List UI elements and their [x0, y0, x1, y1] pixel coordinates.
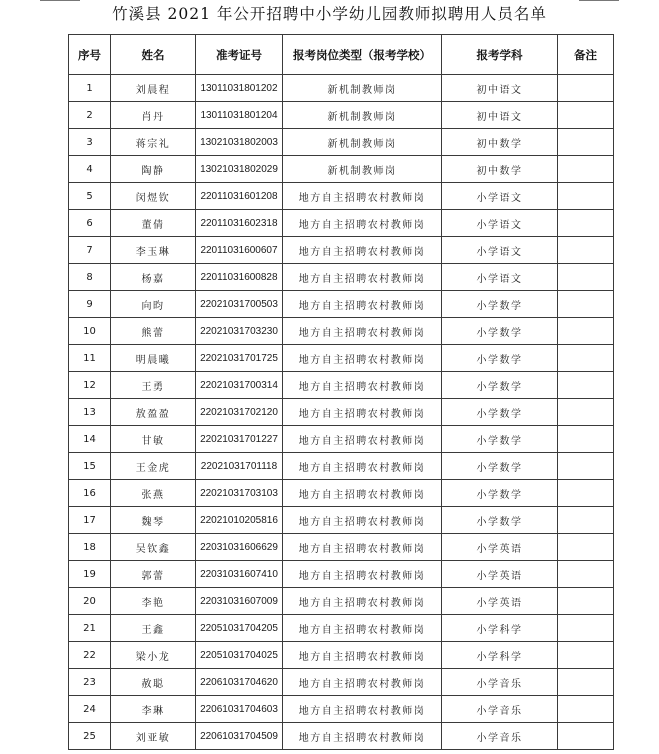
- table-row: [69, 345, 614, 372]
- cell-no: 11: [69, 345, 111, 372]
- table-body: [69, 75, 614, 750]
- table-row: [69, 291, 614, 318]
- cell-exam-id: 13011031801202: [196, 75, 283, 102]
- cell-subject: 小学数学: [442, 399, 558, 426]
- cell-note: [558, 345, 614, 372]
- cell-exam-id: 22061031704509: [196, 723, 283, 750]
- cell-exam-id: 22011031601208: [196, 183, 283, 210]
- cell-exam-id: 22061031704620: [196, 669, 283, 696]
- cell-name: 肖丹: [111, 102, 196, 129]
- cell-no: 3: [69, 129, 111, 156]
- cell-post-type: 地方自主招聘农村教师岗: [283, 183, 442, 210]
- cell-no: 9: [69, 291, 111, 318]
- cell-post-type: 地方自主招聘农村教师岗: [283, 210, 442, 237]
- cell-no: 6: [69, 210, 111, 237]
- cell-name: 魏琴: [111, 507, 196, 534]
- cell-post-type: 新机制教师岗: [283, 156, 442, 183]
- table-row: [69, 507, 614, 534]
- cell-post-type: 新机制教师岗: [283, 102, 442, 129]
- table-row: [69, 615, 614, 642]
- cell-exam-id: 13021031802029: [196, 156, 283, 183]
- cell-name: 闵煜钦: [111, 183, 196, 210]
- cell-subject: 小学语文: [442, 237, 558, 264]
- cell-subject: 初中语文: [442, 102, 558, 129]
- cell-post-type: 地方自主招聘农村教师岗: [283, 399, 442, 426]
- cell-post-type: 地方自主招聘农村教师岗: [283, 669, 442, 696]
- cell-post-type: 地方自主招聘农村教师岗: [283, 318, 442, 345]
- cell-note: [558, 642, 614, 669]
- cell-post-type: 地方自主招聘农村教师岗: [283, 723, 442, 750]
- cell-post-type: 地方自主招聘农村教师岗: [283, 534, 442, 561]
- cell-exam-id: 13021031802003: [196, 129, 283, 156]
- cell-exam-id: 22021031701118: [196, 453, 283, 480]
- cell-subject: 小学英语: [442, 561, 558, 588]
- cell-subject: 小学数学: [442, 318, 558, 345]
- table-row: [69, 642, 614, 669]
- cell-subject: 小学数学: [442, 372, 558, 399]
- cell-subject: 小学语文: [442, 183, 558, 210]
- page-title: 竹溪县 2021 年公开招聘中小学幼儿园教师拟聘用人员名单: [112, 5, 547, 23]
- cell-post-type: 新机制教师岗: [283, 75, 442, 102]
- table-row: [69, 480, 614, 507]
- cell-exam-id: 22031031606629: [196, 534, 283, 561]
- cell-exam-id: 22031031607009: [196, 588, 283, 615]
- cell-note: [558, 507, 614, 534]
- table-row: [69, 75, 614, 102]
- cell-post-type: 新机制教师岗: [283, 129, 442, 156]
- cell-name: 郭蕾: [111, 561, 196, 588]
- cell-name: 杨嘉: [111, 264, 196, 291]
- cell-name: 刘亚敏: [111, 723, 196, 750]
- page-corner-mark-left: [40, 0, 80, 1]
- cell-post-type: 地方自主招聘农村教师岗: [283, 696, 442, 723]
- table-row: [69, 534, 614, 561]
- cell-post-type: 地方自主招聘农村教师岗: [283, 507, 442, 534]
- cell-no: 14: [69, 426, 111, 453]
- cell-post-type: 地方自主招聘农村教师岗: [283, 561, 442, 588]
- cell-name: 王勇: [111, 372, 196, 399]
- cell-subject: 小学音乐: [442, 669, 558, 696]
- cell-note: [558, 75, 614, 102]
- cell-exam-id: 22011031600607: [196, 237, 283, 264]
- cell-name: 明晨曦: [111, 345, 196, 372]
- cell-exam-id: 22021010205816: [196, 507, 283, 534]
- cell-subject: 初中语文: [442, 75, 558, 102]
- cell-name: 甘敏: [111, 426, 196, 453]
- cell-subject: 初中数学: [442, 156, 558, 183]
- cell-note: [558, 318, 614, 345]
- cell-post-type: 地方自主招聘农村教师岗: [283, 426, 442, 453]
- cell-subject: 小学科学: [442, 615, 558, 642]
- cell-no: 25: [69, 723, 111, 750]
- cell-name: 熊蕾: [111, 318, 196, 345]
- cell-no: 8: [69, 264, 111, 291]
- cell-post-type: 地方自主招聘农村教师岗: [283, 372, 442, 399]
- cell-subject: 小学数学: [442, 345, 558, 372]
- cell-note: [558, 696, 614, 723]
- candidate-table: [68, 34, 614, 750]
- cell-post-type: 地方自主招聘农村教师岗: [283, 237, 442, 264]
- cell-name: 向昀: [111, 291, 196, 318]
- cell-subject: 小学数学: [442, 480, 558, 507]
- cell-exam-id: 22021031700314: [196, 372, 283, 399]
- cell-subject: 小学科学: [442, 642, 558, 669]
- cell-post-type: 地方自主招聘农村教师岗: [283, 345, 442, 372]
- cell-exam-id: 22061031704603: [196, 696, 283, 723]
- cell-exam-id: 22031031607410: [196, 561, 283, 588]
- cell-no: 13: [69, 399, 111, 426]
- cell-name: 敖盈盈: [111, 399, 196, 426]
- cell-note: [558, 399, 614, 426]
- cell-note: [558, 480, 614, 507]
- cell-note: [558, 534, 614, 561]
- cell-subject: 小学语文: [442, 264, 558, 291]
- cell-no: 22: [69, 642, 111, 669]
- cell-exam-id: 22021031700503: [196, 291, 283, 318]
- cell-exam-id: 13011031801204: [196, 102, 283, 129]
- cell-no: 17: [69, 507, 111, 534]
- header-post-type: 报考岗位类型（报考学校）: [283, 35, 442, 75]
- header-note: 备注: [558, 35, 614, 75]
- cell-no: 16: [69, 480, 111, 507]
- cell-no: 12: [69, 372, 111, 399]
- table-row: [69, 264, 614, 291]
- cell-no: 18: [69, 534, 111, 561]
- table-row: [69, 453, 614, 480]
- table-row: [69, 318, 614, 345]
- table-row: [69, 723, 614, 750]
- table-row: [69, 561, 614, 588]
- table-row: [69, 399, 614, 426]
- table-row: [69, 237, 614, 264]
- cell-exam-id: 22021031703103: [196, 480, 283, 507]
- cell-note: [558, 210, 614, 237]
- cell-exam-id: 22021031701725: [196, 345, 283, 372]
- table-row: [69, 210, 614, 237]
- cell-post-type: 地方自主招聘农村教师岗: [283, 480, 442, 507]
- cell-post-type: 地方自主招聘农村教师岗: [283, 615, 442, 642]
- cell-name: 王金虎: [111, 453, 196, 480]
- cell-subject: 小学数学: [442, 453, 558, 480]
- cell-name: 李玉琳: [111, 237, 196, 264]
- cell-subject: 小学音乐: [442, 696, 558, 723]
- cell-note: [558, 426, 614, 453]
- cell-note: [558, 129, 614, 156]
- cell-subject: 小学语文: [442, 210, 558, 237]
- table-row: [69, 372, 614, 399]
- cell-post-type: 地方自主招聘农村教师岗: [283, 642, 442, 669]
- table-row: [69, 426, 614, 453]
- cell-no: 1: [69, 75, 111, 102]
- header-row: [69, 35, 614, 75]
- cell-exam-id: 22051031704205: [196, 615, 283, 642]
- cell-note: [558, 372, 614, 399]
- cell-exam-id: 22011031602318: [196, 210, 283, 237]
- table-row: [69, 102, 614, 129]
- cell-no: 23: [69, 669, 111, 696]
- page-corner-mark-right: [579, 0, 619, 1]
- cell-name: 王鑫: [111, 615, 196, 642]
- cell-no: 7: [69, 237, 111, 264]
- cell-note: [558, 156, 614, 183]
- cell-note: [558, 615, 614, 642]
- cell-exam-id: 22011031600828: [196, 264, 283, 291]
- cell-no: 15: [69, 453, 111, 480]
- table-row: [69, 588, 614, 615]
- cell-note: [558, 264, 614, 291]
- cell-post-type: 地方自主招聘农村教师岗: [283, 588, 442, 615]
- cell-note: [558, 291, 614, 318]
- cell-post-type: 地方自主招聘农村教师岗: [283, 264, 442, 291]
- cell-note: [558, 183, 614, 210]
- cell-exam-id: 22021031702120: [196, 399, 283, 426]
- header-exam-id: 准考证号: [196, 35, 283, 75]
- cell-subject: 小学数学: [442, 507, 558, 534]
- cell-name: 张燕: [111, 480, 196, 507]
- cell-subject: 小学数学: [442, 426, 558, 453]
- cell-no: 21: [69, 615, 111, 642]
- cell-no: 4: [69, 156, 111, 183]
- cell-note: [558, 723, 614, 750]
- table-row: [69, 696, 614, 723]
- cell-name: 陶静: [111, 156, 196, 183]
- cell-no: 19: [69, 561, 111, 588]
- cell-subject: 小学数学: [442, 291, 558, 318]
- table-row: [69, 156, 614, 183]
- cell-name: 梁小龙: [111, 642, 196, 669]
- header-no: 序号: [69, 35, 111, 75]
- cell-name: 李琳: [111, 696, 196, 723]
- cell-post-type: 地方自主招聘农村教师岗: [283, 291, 442, 318]
- cell-note: [558, 237, 614, 264]
- cell-name: 蒋宗礼: [111, 129, 196, 156]
- cell-name: 吴钦鑫: [111, 534, 196, 561]
- cell-name: 刘晨程: [111, 75, 196, 102]
- cell-subject: 小学英语: [442, 534, 558, 561]
- table-row: [69, 183, 614, 210]
- cell-note: [558, 453, 614, 480]
- cell-name: 赦聪: [111, 669, 196, 696]
- header-name: 姓名: [111, 35, 196, 75]
- cell-no: 20: [69, 588, 111, 615]
- cell-subject: 初中数学: [442, 129, 558, 156]
- cell-post-type: 地方自主招聘农村教师岗: [283, 453, 442, 480]
- cell-subject: 小学英语: [442, 588, 558, 615]
- cell-exam-id: 22021031703230: [196, 318, 283, 345]
- cell-name: 董倩: [111, 210, 196, 237]
- table-row: [69, 669, 614, 696]
- cell-subject: 小学音乐: [442, 723, 558, 750]
- cell-no: 24: [69, 696, 111, 723]
- cell-note: [558, 102, 614, 129]
- cell-name: 李艳: [111, 588, 196, 615]
- header-subject: 报考学科: [442, 35, 558, 75]
- cell-exam-id: 22051031704025: [196, 642, 283, 669]
- cell-exam-id: 22021031701227: [196, 426, 283, 453]
- table-row: [69, 129, 614, 156]
- cell-note: [558, 588, 614, 615]
- cell-note: [558, 669, 614, 696]
- cell-no: 2: [69, 102, 111, 129]
- table-header: [69, 35, 614, 75]
- cell-no: 5: [69, 183, 111, 210]
- cell-no: 10: [69, 318, 111, 345]
- cell-note: [558, 561, 614, 588]
